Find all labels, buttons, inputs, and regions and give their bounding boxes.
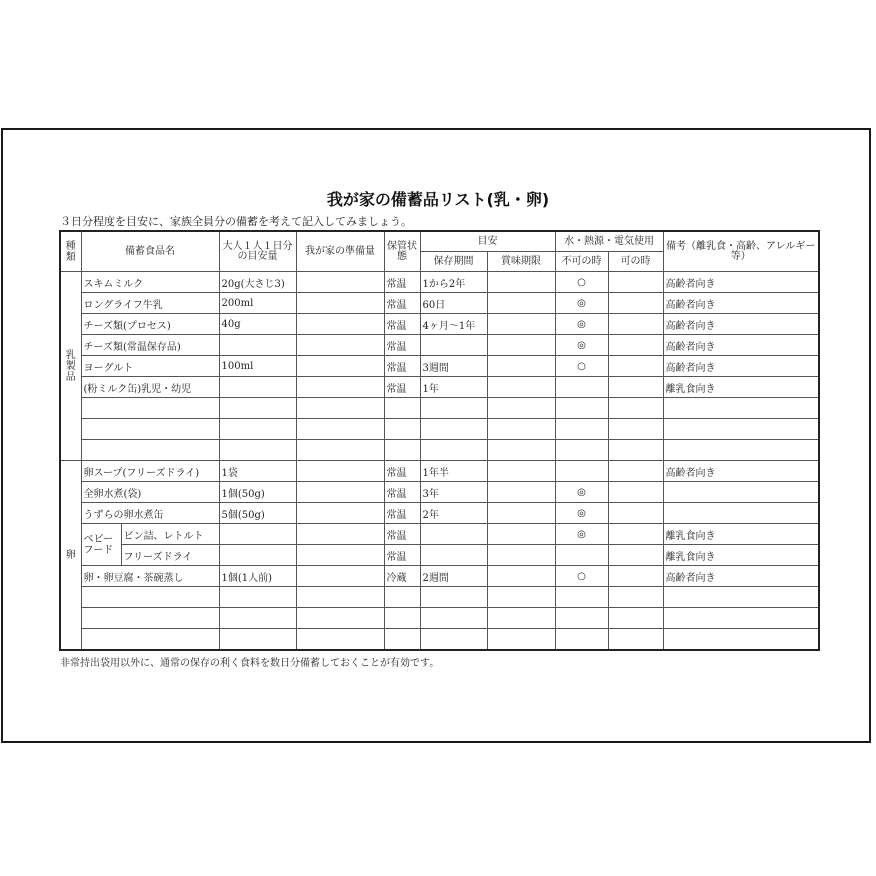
header-category: 種類 [60, 231, 81, 272]
my-amount-cell[interactable] [296, 335, 384, 356]
best-before-cell[interactable] [487, 503, 555, 524]
period-cell [420, 335, 487, 356]
item-name-cell: 卵・卵豆腐・茶碗蒸し [81, 566, 219, 587]
item-name-cell: うずらの卵水煮缶 [81, 503, 219, 524]
best-before-cell[interactable] [487, 293, 555, 314]
header-utility: 水・熱源・電気使用 [555, 231, 663, 252]
header-best-before: 賞味期限 [487, 252, 555, 272]
remarks-cell: 高齢者向き [663, 461, 819, 482]
not-possible-cell: ○ [555, 356, 608, 377]
remarks-cell[interactable] [663, 608, 819, 629]
table-row [60, 440, 819, 461]
item-name-cell: ロングライフ牛乳 [81, 293, 219, 314]
period-cell: 1年半 [420, 461, 487, 482]
amount-cell: 200ml [219, 293, 296, 314]
table-row [60, 314, 819, 335]
amount-cell [219, 377, 296, 398]
my-amount-cell[interactable] [296, 377, 384, 398]
period-cell: 1から2年 [420, 272, 487, 293]
storage-cell: 常温 [384, 377, 420, 398]
period-cell[interactable] [420, 587, 487, 608]
item-name-cell: ヨーグルト [81, 356, 219, 377]
my-amount-cell[interactable] [296, 398, 384, 419]
storage-cell: 常温 [384, 314, 420, 335]
item-name-cell: チーズ類(常温保存品) [81, 335, 219, 356]
possible-cell [608, 356, 663, 377]
possible-cell [608, 272, 663, 293]
possible-cell [608, 482, 663, 503]
amount-cell[interactable] [219, 419, 296, 440]
possible-cell [608, 524, 663, 545]
possible-cell [608, 293, 663, 314]
best-before-cell[interactable] [487, 566, 555, 587]
my-amount-cell[interactable] [296, 356, 384, 377]
not-possible-cell[interactable] [555, 608, 608, 629]
table-row [60, 377, 819, 398]
not-possible-cell: ◎ [555, 314, 608, 335]
my-amount-cell[interactable] [296, 608, 384, 629]
not-possible-cell [555, 461, 608, 482]
not-possible-cell[interactable] [555, 398, 608, 419]
item-name-cell[interactable] [81, 440, 219, 461]
storage-cell: 常温 [384, 545, 420, 566]
period-cell: 60日 [420, 293, 487, 314]
amount-cell: 100ml [219, 356, 296, 377]
best-before-cell[interactable] [487, 419, 555, 440]
category-dairy: 乳製品 [60, 272, 81, 461]
best-before-cell[interactable] [487, 398, 555, 419]
not-possible-cell: ◎ [555, 293, 608, 314]
best-before-cell[interactable] [487, 377, 555, 398]
amount-cell[interactable] [219, 587, 296, 608]
remarks-cell: 離乳食向き [663, 377, 819, 398]
best-before-cell[interactable] [487, 440, 555, 461]
possible-cell [608, 335, 663, 356]
amount-cell[interactable] [219, 440, 296, 461]
my-amount-cell[interactable] [296, 524, 384, 545]
remarks-cell: 離乳食向き [663, 545, 819, 566]
table-row [60, 566, 819, 587]
table-row [60, 356, 819, 377]
stockpile-table [59, 230, 820, 651]
remarks-cell[interactable] [663, 587, 819, 608]
amount-cell: 1袋 [219, 461, 296, 482]
table-row [60, 545, 819, 566]
best-before-cell[interactable] [487, 461, 555, 482]
not-possible-cell[interactable] [555, 440, 608, 461]
best-before-cell[interactable] [487, 629, 555, 651]
period-cell: 2年 [420, 503, 487, 524]
header-remarks: 備考（離乳食・高齢、アレルギー等） [663, 231, 819, 272]
intro-text: ３日分程度を目安に、家族全員分の備蓄を考えて記入してみましょう。 [60, 215, 412, 228]
my-amount-cell[interactable] [296, 482, 384, 503]
item-name-cell: フリーズドライ [121, 545, 219, 566]
amount-cell [219, 545, 296, 566]
storage-cell: 常温 [384, 293, 420, 314]
remarks-cell [663, 482, 819, 503]
possible-cell [608, 377, 663, 398]
my-amount-cell[interactable] [296, 566, 384, 587]
period-cell[interactable] [420, 440, 487, 461]
best-before-cell[interactable] [487, 482, 555, 503]
not-possible-cell: ◎ [555, 335, 608, 356]
amount-cell: 1個(1人前) [219, 566, 296, 587]
possible-cell [608, 566, 663, 587]
header-item: 備蓄食品名 [81, 231, 219, 272]
period-cell [420, 545, 487, 566]
item-name-cell: チーズ類(プロセス) [81, 314, 219, 335]
table-row [60, 293, 819, 314]
period-cell [420, 524, 487, 545]
item-name-cell[interactable] [81, 608, 219, 629]
header-amount: 大人１人１日分の目安量 [219, 231, 296, 272]
storage-cell: 常温 [384, 335, 420, 356]
page-title: 我が家の備蓄品リスト(乳・卵) [326, 190, 550, 209]
storage-cell: 常温 [384, 482, 420, 503]
table-row [60, 608, 819, 629]
my-amount-cell[interactable] [296, 440, 384, 461]
header-storage: 保管状態 [384, 231, 420, 272]
table-row [60, 524, 819, 545]
not-possible-cell [555, 545, 608, 566]
footnote: 非常持出袋用以外に、通常の保存の利く食料を数日分備蓄しておくことが有効です。 [60, 658, 440, 669]
my-amount-cell[interactable] [296, 461, 384, 482]
remarks-cell[interactable] [663, 398, 819, 419]
best-before-cell[interactable] [487, 587, 555, 608]
item-name-cell[interactable] [81, 587, 219, 608]
period-cell: 3年 [420, 482, 487, 503]
not-possible-cell: ◎ [555, 503, 608, 524]
remarks-cell: 高齢者向き [663, 314, 819, 335]
storage-cell[interactable] [384, 587, 420, 608]
not-possible-cell[interactable] [555, 419, 608, 440]
my-amount-cell[interactable] [296, 419, 384, 440]
best-before-cell[interactable] [487, 356, 555, 377]
item-name-cell[interactable] [81, 629, 219, 651]
item-name-cell: ビン詰、レトルト [121, 524, 219, 545]
my-amount-cell[interactable] [296, 314, 384, 335]
period-cell: 4ヶ月〜1年 [420, 314, 487, 335]
remarks-cell: 高齢者向き [663, 566, 819, 587]
item-name-cell: 全卵水煮(袋) [81, 482, 219, 503]
best-before-cell[interactable] [487, 314, 555, 335]
period-cell[interactable] [420, 629, 487, 651]
egg-group [60, 461, 819, 651]
remarks-cell[interactable] [663, 440, 819, 461]
table-row [60, 587, 819, 608]
amount-cell[interactable] [219, 629, 296, 651]
best-before-cell[interactable] [487, 335, 555, 356]
amount-cell: 5個(50g) [219, 503, 296, 524]
storage-cell[interactable] [384, 629, 420, 651]
possible-cell[interactable] [608, 398, 663, 419]
possible-cell[interactable] [608, 419, 663, 440]
header-row-1 [60, 231, 819, 252]
storage-cell: 常温 [384, 503, 420, 524]
my-amount-cell[interactable] [296, 272, 384, 293]
remarks-cell: 高齢者向き [663, 335, 819, 356]
my-amount-cell[interactable] [296, 503, 384, 524]
my-amount-cell[interactable] [296, 293, 384, 314]
dairy-group [60, 272, 819, 461]
period-cell[interactable] [420, 608, 487, 629]
item-name-cell: スキムミルク [81, 272, 219, 293]
category-egg: 卵 [60, 461, 81, 651]
my-amount-cell[interactable] [296, 587, 384, 608]
best-before-cell[interactable] [487, 524, 555, 545]
item-name-cell: 卵スープ(フリーズドライ) [81, 461, 219, 482]
table-row [60, 272, 819, 293]
my-amount-cell[interactable] [296, 545, 384, 566]
possible-cell [608, 461, 663, 482]
not-possible-cell: ◎ [555, 524, 608, 545]
period-cell[interactable] [420, 398, 487, 419]
possible-cell [608, 314, 663, 335]
remarks-cell: 高齢者向き [663, 293, 819, 314]
best-before-cell[interactable] [487, 545, 555, 566]
storage-cell[interactable] [384, 419, 420, 440]
amount-cell[interactable] [219, 608, 296, 629]
header-possible: 可の時 [608, 252, 663, 272]
item-name-cell: (粉ミルク缶)乳児・幼児 [81, 377, 219, 398]
table-row [60, 419, 819, 440]
table-row [60, 461, 819, 482]
amount-cell: 1個(50g) [219, 482, 296, 503]
not-possible-cell [555, 377, 608, 398]
storage-cell: 冷蔵 [384, 566, 420, 587]
remarks-cell [663, 503, 819, 524]
amount-cell [219, 335, 296, 356]
storage-cell: 常温 [384, 272, 420, 293]
not-possible-cell: ○ [555, 272, 608, 293]
subcategory-baby-food: ベビーフード [81, 524, 121, 566]
possible-cell[interactable] [608, 440, 663, 461]
storage-cell[interactable] [384, 440, 420, 461]
period-cell: 2週間 [420, 566, 487, 587]
storage-cell[interactable] [384, 608, 420, 629]
possible-cell[interactable] [608, 629, 663, 651]
storage-cell: 常温 [384, 461, 420, 482]
header-my-amount: 我が家の準備量 [296, 231, 384, 272]
table-row [60, 398, 819, 419]
storage-cell: 常温 [384, 524, 420, 545]
amount-cell[interactable] [219, 398, 296, 419]
table-row [60, 503, 819, 524]
amount-cell: 20g(大さじ3) [219, 272, 296, 293]
period-cell: 3週間 [420, 356, 487, 377]
header-guide: 目安 [420, 231, 555, 252]
best-before-cell[interactable] [487, 608, 555, 629]
remarks-cell: 高齢者向き [663, 272, 819, 293]
possible-cell [608, 503, 663, 524]
storage-cell: 常温 [384, 356, 420, 377]
not-possible-cell: ◎ [555, 482, 608, 503]
possible-cell [608, 545, 663, 566]
table-row [60, 335, 819, 356]
remarks-cell: 離乳食向き [663, 524, 819, 545]
remarks-cell[interactable] [663, 419, 819, 440]
not-possible-cell[interactable] [555, 629, 608, 651]
header-storage-period: 保存期間 [420, 252, 487, 272]
remarks-cell[interactable] [663, 629, 819, 651]
item-name-cell[interactable] [81, 419, 219, 440]
possible-cell[interactable] [608, 587, 663, 608]
table-row [60, 629, 819, 651]
not-possible-cell: ○ [555, 566, 608, 587]
header-not-possible: 不可の時 [555, 252, 608, 272]
my-amount-cell[interactable] [296, 629, 384, 651]
amount-cell [219, 524, 296, 545]
table-row [60, 482, 819, 503]
not-possible-cell[interactable] [555, 587, 608, 608]
amount-cell: 40g [219, 314, 296, 335]
period-cell[interactable] [420, 419, 487, 440]
storage-cell[interactable] [384, 398, 420, 419]
remarks-cell: 高齢者向き [663, 356, 819, 377]
item-name-cell[interactable] [81, 398, 219, 419]
period-cell: 1年 [420, 377, 487, 398]
possible-cell[interactable] [608, 608, 663, 629]
best-before-cell[interactable] [487, 272, 555, 293]
